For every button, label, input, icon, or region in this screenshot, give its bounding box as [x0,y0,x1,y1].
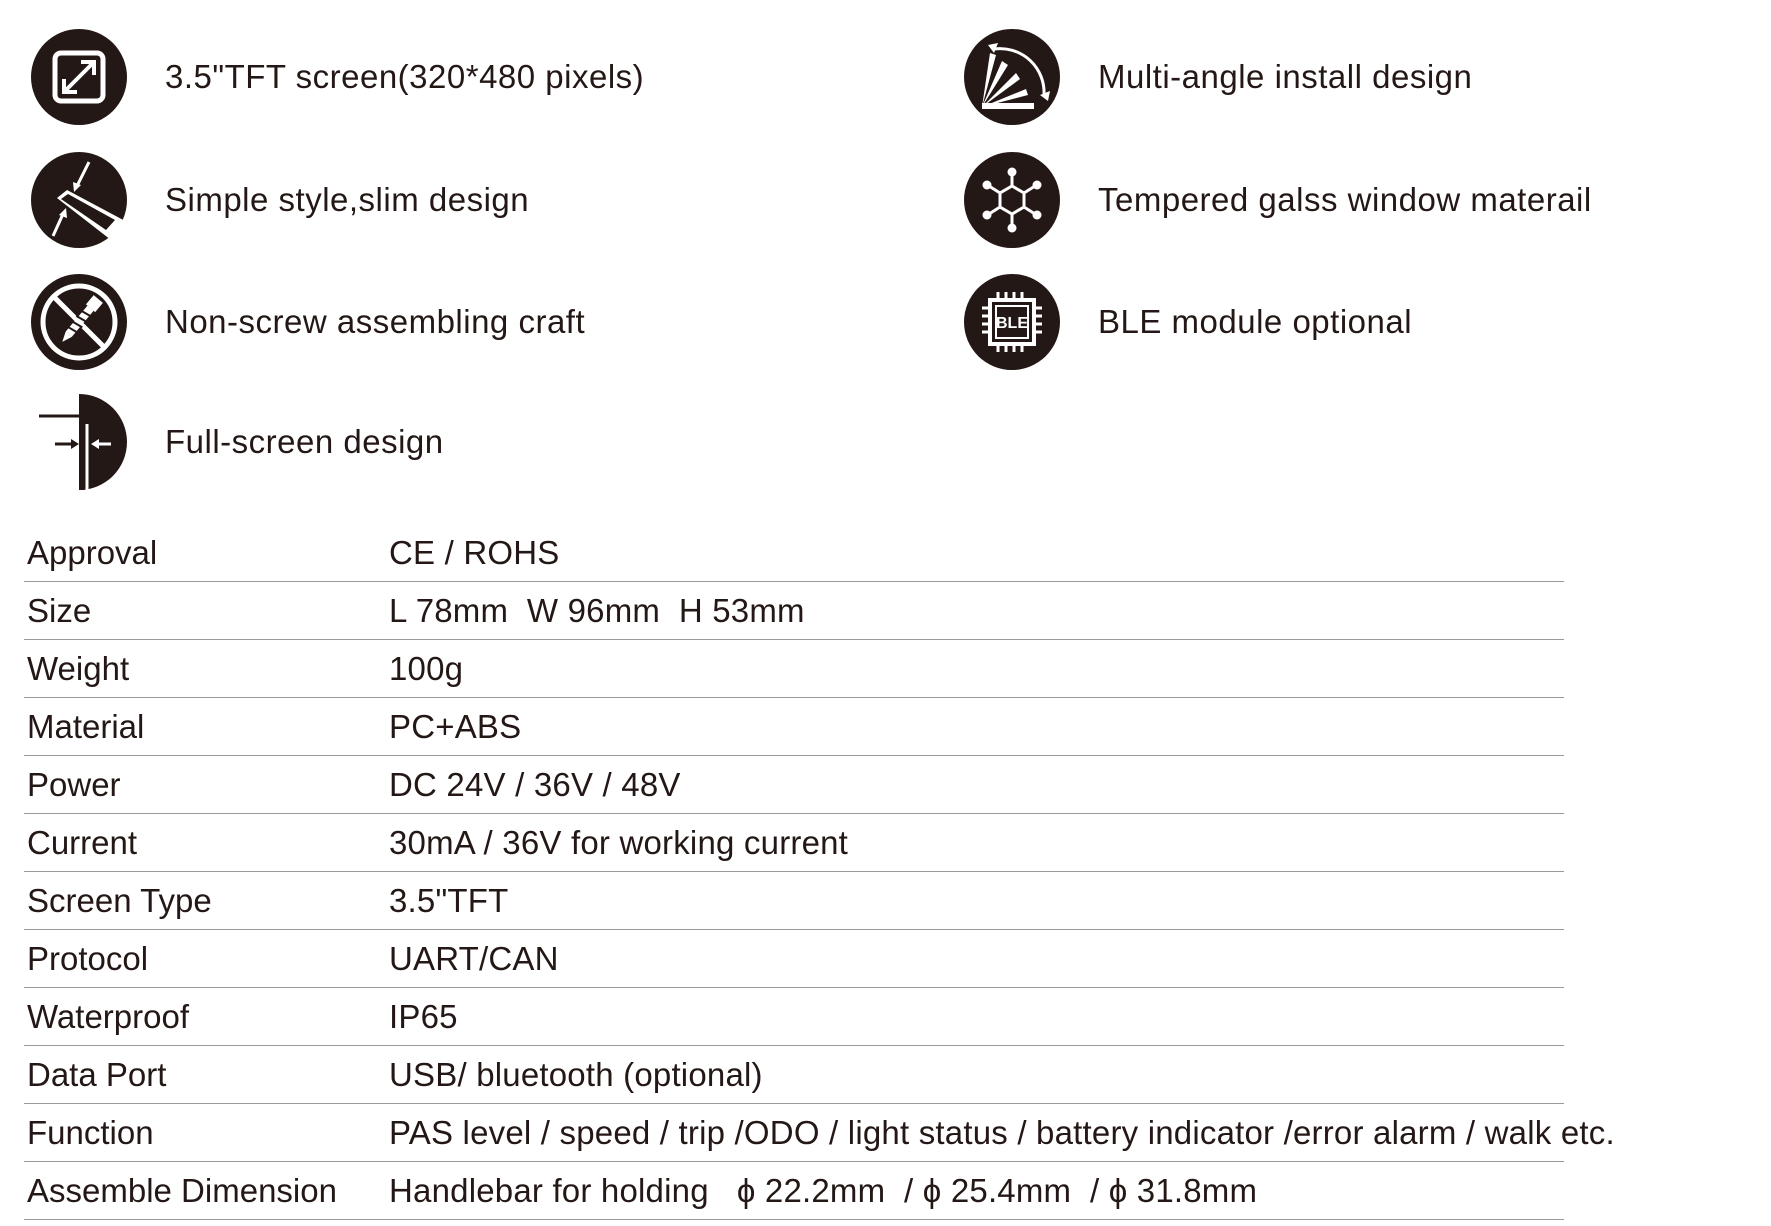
feature-item-slim [31,150,529,250]
feature-label: Simple style,slim design [165,181,530,218]
spec-row-function [24,1104,1615,1162]
spec-key: Function [27,1113,154,1151]
spec-value: Handlebar for holding ϕ 22.2mm / ϕ 25.4mm / ϕ 31.8mm [389,1171,1258,1209]
multi-angle-icon [964,29,1060,125]
spec-row-weight [24,640,1564,698]
spec-value: L 78mm W 96mm H 53mm [389,591,805,629]
spec-key: Material [27,707,145,745]
spec-row-material [24,698,1564,756]
feature-item-tempered-glass [964,150,1592,250]
spec-row-assemble-dimension [24,1162,1564,1220]
spec-row-approval [24,524,1564,582]
spec-key: Weight [27,649,130,687]
spec-key: Approval [27,533,158,571]
slim-design-icon [31,152,127,248]
spec-row-screen-type [24,872,1564,930]
spec-row-size [24,582,1564,640]
feature-item-ble [964,272,1412,372]
spec-value: PC+ABS [389,707,522,745]
spec-key: Waterproof [27,997,190,1035]
spec-key: Data Port [27,1055,167,1093]
feature-label: Full-screen design [165,423,444,460]
fullscreen-expand-icon [31,29,127,125]
feature-label: Multi-angle install design [1098,58,1473,95]
spec-key: Screen Type [27,881,212,919]
spec-value: DC 24V / 36V / 48V [389,765,681,803]
spec-value: 3.5"TFT [389,881,509,919]
spec-row-protocol [24,930,1564,988]
feature-label: BLE module optional [1098,303,1413,340]
no-screw-icon [31,274,127,370]
feature-item-screen [31,27,644,127]
spec-key: Power [27,765,121,803]
spec-value: PAS level / speed / trip /ODO / light status / battery indicator /error alarm / walk etc. [389,1113,1615,1151]
feature-item-no-screw [31,272,585,372]
tempered-glass-icon [964,152,1060,248]
full-screen-border-icon [31,394,127,490]
ble-badge-text: BLE [996,315,1028,332]
spec-value: UART/CAN [389,939,559,977]
feature-label: Non-screw assembling craft [165,303,586,340]
spec-value: USB/ bluetooth (optional) [389,1055,763,1093]
spec-key: Protocol [27,939,149,977]
spec-row-current [24,814,1564,872]
feature-label: 3.5"TFT screen(320*480 pixels) [165,58,645,95]
spec-row-waterproof [24,988,1564,1046]
spec-key: Assemble Dimension [27,1171,337,1209]
spec-row-data-port [24,1046,1564,1104]
feature-list [0,0,1771,500]
ble-chip-icon [964,274,1060,370]
spec-value: 100g [389,649,464,687]
spec-key: Current [27,823,138,861]
spec-table [24,524,1615,1220]
spec-value: IP65 [389,997,458,1035]
feature-label: Tempered galss window materail [1098,181,1592,218]
spec-value: 30mA / 36V for working current [389,823,849,861]
feature-item-multi-angle [964,27,1472,127]
spec-key: Size [27,591,92,629]
feature-item-full-screen [31,392,444,492]
spec-value: CE / ROHS [389,533,560,571]
spec-row-power [24,756,1564,814]
